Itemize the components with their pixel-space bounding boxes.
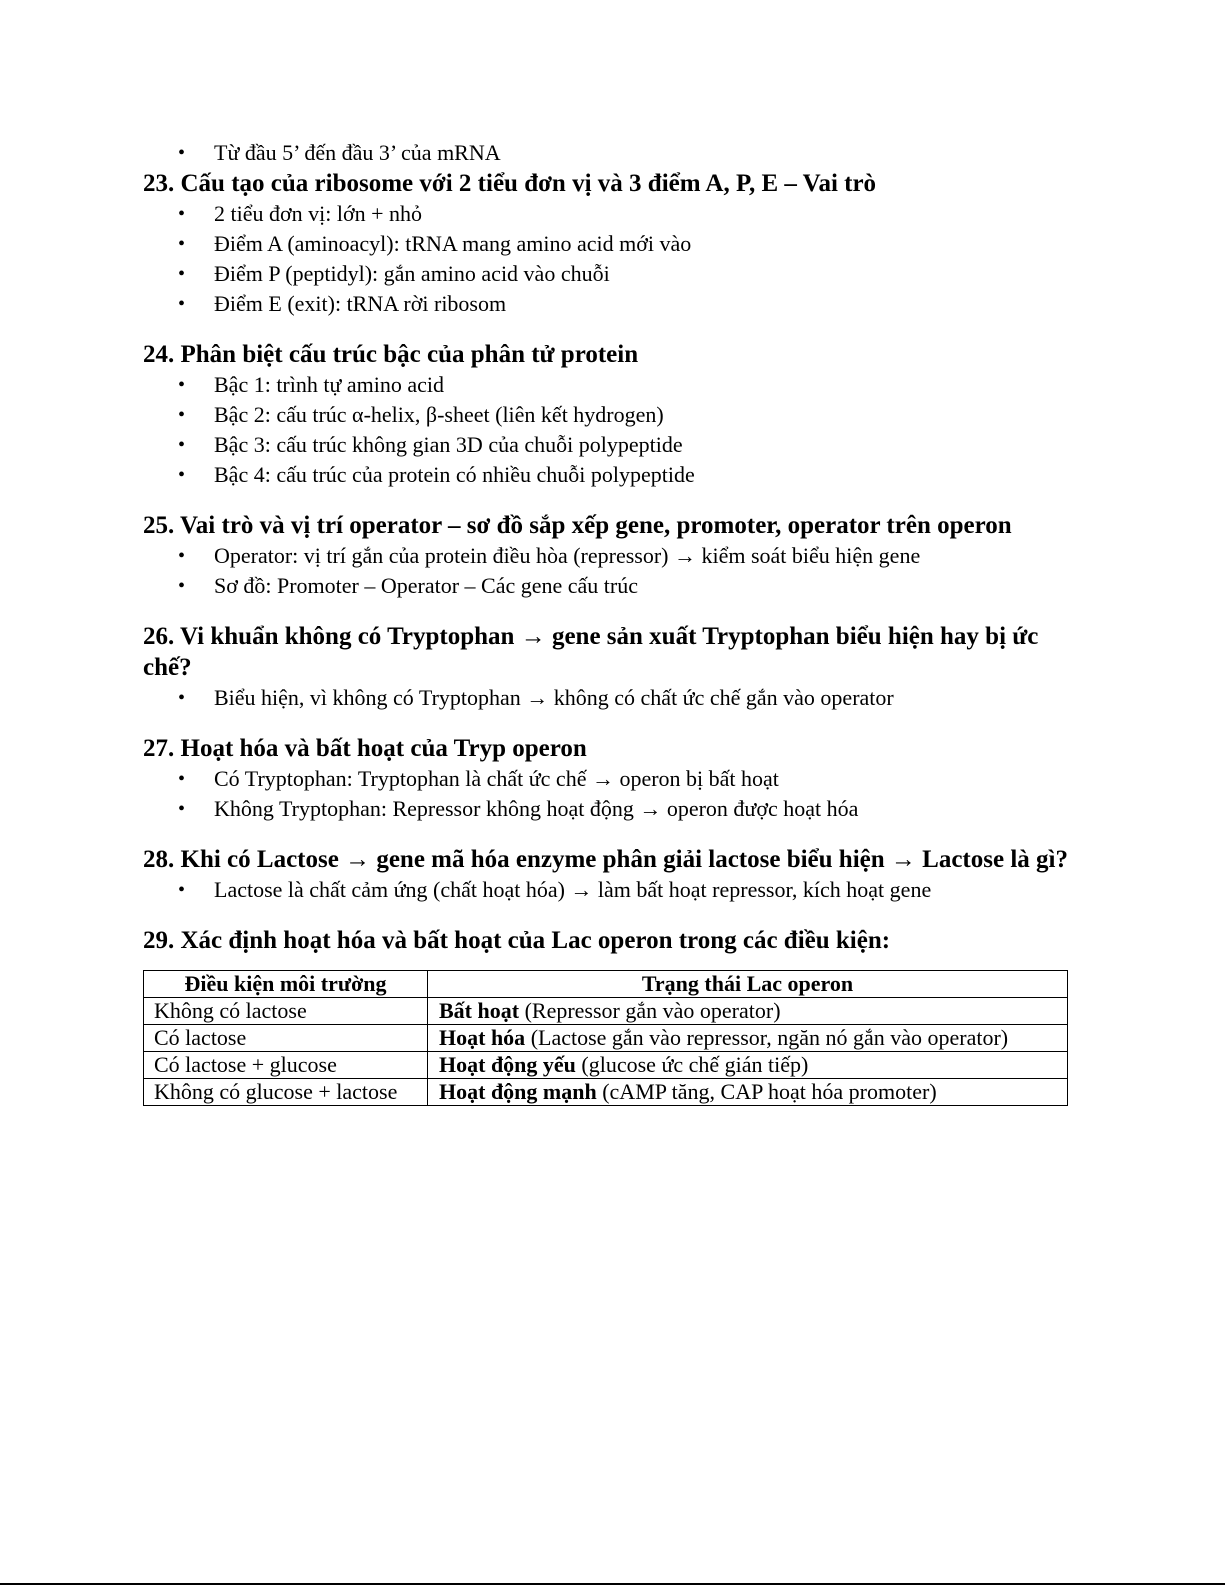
table-cell-state [428,1052,1068,1079]
section-27 [143,733,1068,824]
section-23 [143,168,1068,319]
list-item: • Bậc 1: trình tự amino acid [143,370,1068,400]
state-detail: (Repressor gắn vào operator) [519,998,781,1023]
list-item: • Bậc 2: cấu trúc α-helix, β-sheet (liên kết hydrogen) [143,400,1068,430]
document-page [143,138,1068,1126]
section-heading: 26. Vi khuẩn không có Tryptophan → gene sản xuất Tryptophan biểu hiện hay bị ức chế? [143,623,1039,681]
list-item: • Bậc 4: cấu trúc của protein có nhiều chuỗi polypeptide [143,460,1068,490]
list-item: • Operator: vị trí gắn của protein điều hòa (repressor) → kiểm soát biểu hiện gene [143,541,1068,571]
table-row [144,998,1068,1025]
list-item: • Từ đầu 5’ đến đầu 3’ của mRNA [143,138,1068,168]
table-header-row [144,971,1068,998]
table-row [144,1052,1068,1079]
list-item: • Lactose là chất cảm ứng (chất hoạt hóa) → làm bất hoạt repressor, kích hoạt gene [143,875,1068,905]
section-29 [143,925,1068,1106]
state-detail: (Lactose gắn vào repressor, ngăn nó gắn vào operator) [525,1025,1009,1050]
table-cell-condition: Không có glucose + lactose [144,1079,428,1106]
section-26 [143,621,1068,713]
table-cell-condition: Không có lactose [144,998,428,1025]
list-item: • Điểm E (exit): tRNA rời ribosom [143,289,1068,319]
table-cell-state [428,1025,1068,1052]
lac-operon-table [143,970,1068,1106]
table-header-state: Trạng thái Lac operon [428,971,1068,998]
state-detail: (glucose ức chế gián tiếp) [575,1052,809,1077]
table-cell-state [428,1079,1068,1106]
section-heading: 23. Cấu tạo của ribosome với 2 tiểu đơn vị và 3 điểm A, P, E – Vai trò [143,170,877,197]
list-item: • Có Tryptophan: Tryptophan là chất ức chế → operon bị bất hoạt [143,764,1068,794]
state-detail: (cAMP tăng, CAP hoạt hóa promoter) [596,1079,937,1104]
state-bold: Hoạt động mạnh [439,1079,597,1104]
bullet-list [143,764,1068,824]
bullet-list [143,683,1068,713]
list-item: • Không Tryptophan: Repressor không hoạt động → operon được hoạt hóa [143,794,1068,824]
bullet-list [143,199,1068,319]
section-heading: 29. Xác định hoạt hóa và bất hoạt của Lac operon trong các điều kiện: [143,927,891,954]
list-item: • Bậc 3: cấu trúc không gian 3D của chuỗi polypeptide [143,430,1068,460]
list-item: • 2 tiểu đơn vị: lớn + nhỏ [143,199,1068,229]
table-row [144,1079,1068,1106]
bullet-list [143,541,1068,601]
list-item: • Sơ đồ: Promoter – Operator – Các gene cấu trúc [143,571,1068,601]
table-cell-condition: Có lactose [144,1025,428,1052]
bullet-list [143,370,1068,490]
state-bold: Bất hoạt [439,998,520,1023]
state-bold: Hoạt hóa [439,1025,526,1050]
table-cell-condition: Có lactose + glucose [144,1052,428,1079]
section-25 [143,510,1068,601]
table-header-condition: Điều kiện môi trường [144,971,428,998]
section-28 [143,844,1068,905]
table-row [144,1025,1068,1052]
bullet-list [143,875,1068,905]
section-heading: 28. Khi có Lactose → gene mã hóa enzyme phân giải lactose biểu hiện → Lactose là gì? [143,846,1068,873]
section-24 [143,339,1068,490]
table-cell-state [428,998,1068,1025]
list-item: • Điểm P (peptidyl): gắn amino acid vào chuỗi [143,259,1068,289]
section-heading: 24. Phân biệt cấu trúc bậc của phân tử protein [143,341,639,368]
list-item: • Điểm A (aminoacyl): tRNA mang amino acid mới vào [143,229,1068,259]
list-item: • Biểu hiện, vì không có Tryptophan → không có chất ức chế gắn vào operator [143,683,1068,713]
section-heading: 25. Vai trò và vị trí operator – sơ đồ sắp xếp gene, promoter, operator trên operon [143,512,1012,539]
section-heading: 27. Hoạt hóa và bất hoạt của Tryp operon [143,735,587,762]
lead-bullet-list [143,138,1068,168]
state-bold: Hoạt động yếu [439,1052,576,1077]
